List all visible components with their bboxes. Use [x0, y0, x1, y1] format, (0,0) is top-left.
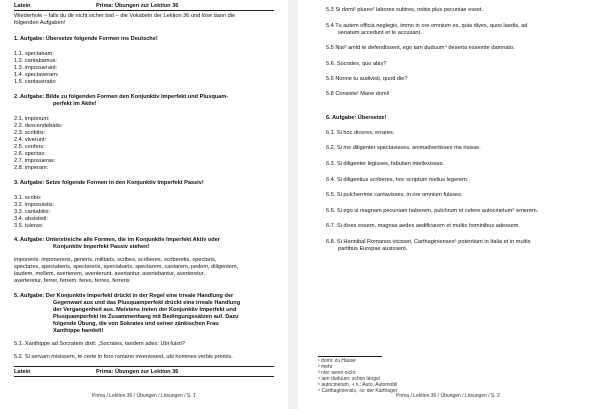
header-rule — [14, 10, 274, 11]
task-2-item: 2.1. imponunt: — [14, 116, 50, 122]
task-1-item: 1.3. imposuerant: — [14, 65, 58, 71]
task-2-item: 2.4. viverunt: — [14, 137, 47, 143]
task-5-title: der Vergangenheit aus. Meistens treten der Konjunktiv Imperfekt und — [53, 307, 237, 313]
task-5-title: Xanthippe handelt! — [53, 328, 104, 334]
task-2-item: 2.3. scribitis: — [14, 130, 46, 136]
header-subject: Latein — [14, 3, 31, 9]
task-4-title: Konjunktiv Imperfekt Passiv stehen! — [53, 244, 150, 250]
task-3-item: 3.3. cantabitis: — [14, 209, 51, 215]
task-3-item: 3.4. absististi: — [14, 216, 48, 222]
footer-subject: Latein — [14, 369, 31, 375]
sentence: 5.4 Tu autem officia neglegis, immo in ore omnium es, quia dives, quos laedis, ad — [326, 23, 528, 29]
intro-line: Wiederhole – falls du dir nicht sicher bist – die Vokabeln der Lektion 36 und löse dann die — [14, 13, 236, 19]
task-1-item: 1.4. spectaveram: — [14, 72, 59, 78]
sentence: senatum accedunt et te accusant. — [338, 30, 422, 36]
page-1 — [0, 0, 288, 409]
footnote: ⁴ iam duduum: schon längst — [318, 376, 380, 382]
task-2-item: 2.5. confers: — [14, 144, 45, 150]
task-6-item: 6.8. Si Hannibal Romanos vicisset, Carthaginienses⁶ potentiam in Italia et in multis — [326, 239, 531, 245]
task-4-title: 4. Aufgabe: Unterstreiche alle Formen, die im Konjunktiv Imperfekt Aktiv oder — [14, 237, 220, 243]
page-2 — [298, 0, 590, 409]
footnote: ⁵ autocinetum, -i n.: Auto, Automobil — [318, 382, 398, 388]
task-2-item: 2.8. imperam: — [14, 165, 49, 171]
sentence: 5.6. Socrates, quo abis? — [326, 61, 387, 67]
task-3-item: 3.2. imposuistis: — [14, 202, 55, 208]
sentence: 5.5 Nisi³ amid te defendissent, ego iam duduum⁴ deserta essemte damnato. — [326, 45, 515, 51]
task-1-item: 1.5. cantaveratis: — [14, 79, 57, 85]
sentence: 5.8 Consiste! Mane domi! — [326, 91, 390, 97]
task-6-item: 6.6. Si ego si magnam pecuniam haberem, pulchrum et celere autocinetum⁵ emerem. — [326, 208, 539, 214]
page-number: Prima / Lektion 36 / Übungen / Lösungen / S. 2 — [396, 393, 500, 399]
task-1-item: 1.2. cantabamus: — [14, 58, 57, 64]
task-6-item: 6.1. Si hoc diceres, errares. — [326, 130, 395, 136]
task-5-item: 5.1. Xanthippe ad Socratem dixit: „Socrates, tandem ades: Ubi fuisti? — [14, 341, 186, 347]
task-3-item: 3.5. tuleras: — [14, 223, 44, 229]
task-5-title: 5. Aufgabe: Der Konjunktiv Imperfekt drückt in der Regel eine irreale Handlung der — [14, 293, 234, 299]
footnote: ¹ domi: zu Hause — [318, 358, 356, 364]
task-4-text: averteretur, ferrer, ferrem, feres, ferres, ferreris — [14, 278, 130, 284]
footnote: ⁶ Carthaginiensis, -is: der Karthager — [318, 388, 398, 394]
page-gap — [288, 0, 298, 409]
task-4-text: imponeris: imponereris, generis, militaris, scribes, scriberes, scriberetis, spectaris, — [14, 257, 217, 263]
header-title: Prima: Übungen zur Lektion 36 — [96, 3, 179, 9]
footer-rule — [14, 376, 274, 377]
task-2-item: 2.2. descendebatis: — [14, 123, 63, 129]
task-5-title: folgende Übung, die von Sokrates und seiner zänkischen Frau — [53, 321, 219, 327]
task-6-item: 6.7. Si dives essem, magnas aedes aedificarem et multis hominibus adessem. — [326, 223, 521, 229]
task-2-title: perfekt im Aktiv! — [53, 101, 97, 107]
task-4-text: laudem, mollem, averterem, aventerunt, avertantur, avertebantur, averteretur, — [14, 271, 205, 277]
task-2-item: 2.6. spectas: — [14, 151, 46, 157]
task-5-title: Plusquamperfekt im Zusammenhang mit Bedingungssätzen auf. Dazu — [53, 314, 239, 320]
footnote-rule — [318, 356, 382, 357]
page-number: Prima / Lektion 36 / Übungen / Lösungen / S. 1 — [92, 393, 196, 399]
task-3-item: 3.1. scribo: — [14, 195, 42, 201]
task-3-title: 3. Aufgabe: Setze folgende Formen in den Konjunktiv Imperfekt Passiv! — [14, 180, 204, 186]
task-1-title: 1. Aufgabe: Übersetze folgende Formen ins Deutsche! — [14, 36, 158, 42]
task-5-title: Gegenwart aus und das Plusquamperfekt drückt eine irreale Handlung — [53, 300, 241, 306]
task-6-item: 6.2. Si me diligenter spectavisses, animadvertisses me risisse. — [326, 145, 481, 151]
task-1-item: 1.1. spectabam: — [14, 51, 54, 57]
footnote: ³ nisi: wenn nicht — [318, 370, 356, 376]
task-6-item: 6.5. Si pulcherrime cantavisses, in ore omnium fuisses. — [326, 192, 463, 198]
footer-title: Prima: Übungen zur Lektion 36 — [96, 369, 179, 375]
task-6-item: 6.4. Si diligentius scriberes, hoc scriptum melius legerem. — [326, 177, 469, 183]
intro-line: folgenden Aufgaben! — [14, 20, 66, 26]
task-4-text: spectares, spectaberis, spectareris, spectabaris, spectarem, cantarem, pedem, diligentem, — [14, 264, 239, 270]
task-5-item: 5.2. Si servam misissem, te certe in foro romano invenissest, ubi homines verbis premis. — [14, 354, 233, 360]
task-6-item: partibus Europae auxissent. — [338, 246, 408, 252]
task-6-item: 6.3. Si diligenter legisses, fabulam intellexisses. — [326, 161, 445, 167]
sentence: 5.6 Nonne tu audivisti, quod die? — [326, 76, 408, 82]
task-6-title: 6. Aufgabe: Übersetze! — [326, 115, 387, 121]
task-2-title: 2. Aufgabe: Bilde zu folgenden Formen den Konjunktiv Imperfekt und Plusquam- — [14, 94, 229, 100]
sentence: 5.3 Si domi¹ plures² labores subires, nobis plus pecuniae esset. — [326, 7, 484, 13]
task-2-item: 2.7. imposueras: — [14, 158, 56, 164]
footer-rule — [14, 366, 274, 367]
footnote: ² mehr — [318, 364, 333, 370]
